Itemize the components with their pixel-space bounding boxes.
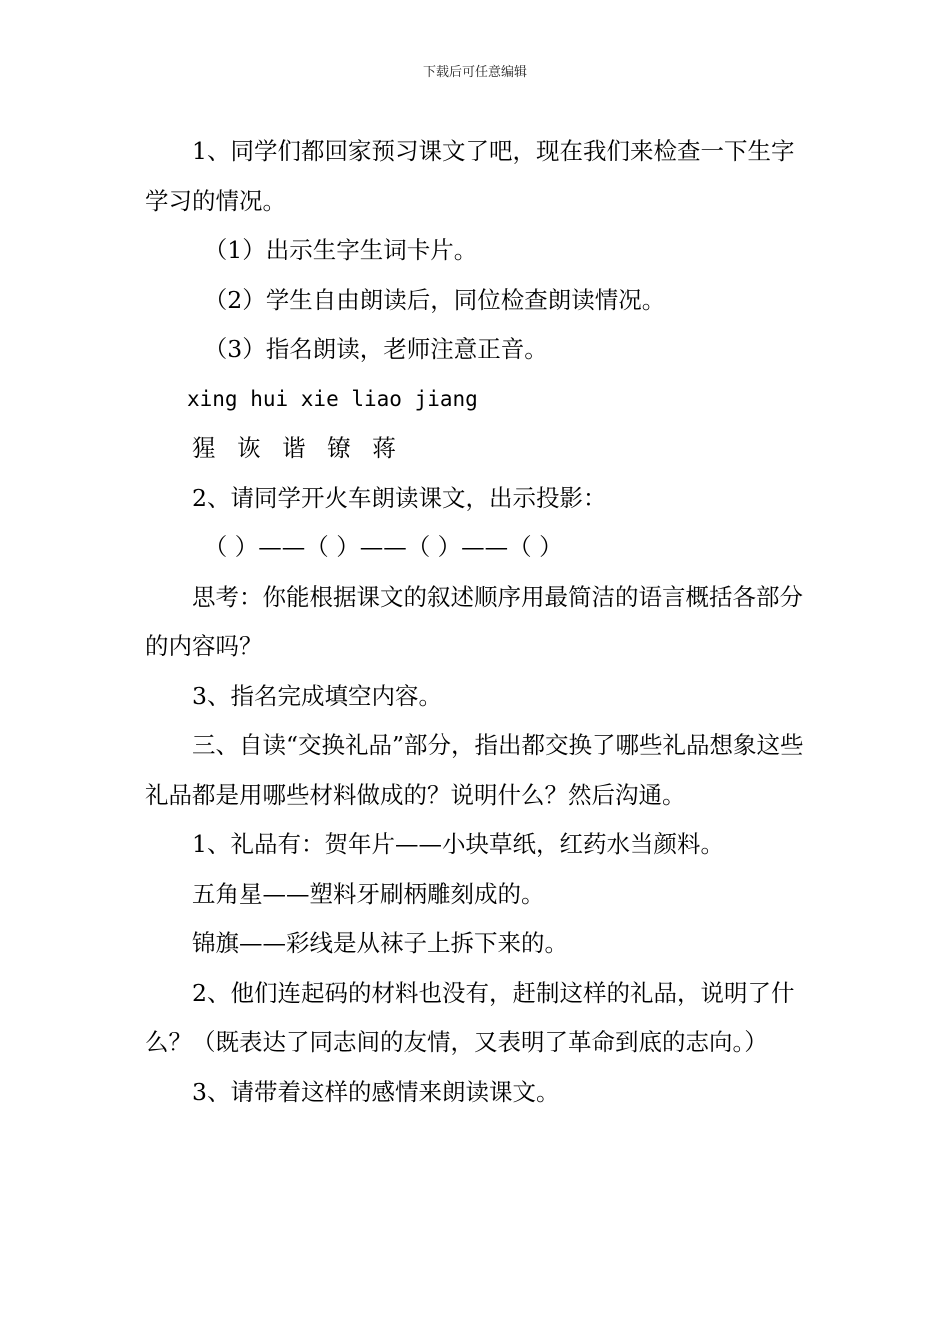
paragraph-read-with-feeling: 3、请带着这样的感情来朗读课文。 xyxy=(192,1077,560,1106)
paragraph-fill-content: 3、指名完成填空内容。 xyxy=(192,681,442,710)
document-body xyxy=(145,127,810,1117)
fill-blank-line: （ ）——（ ）——（ ）——（ ） xyxy=(203,533,563,561)
paragraph-train-reading: 2、请同学开火车朗读课文，出示投影： xyxy=(192,483,607,512)
paragraph-step-3: （3）指名朗读，老师注意正音。 xyxy=(203,335,548,363)
paragraph-star: 五角星——塑料牙刷柄雕刻成的。 xyxy=(192,879,545,908)
page-header: 下载后可任意编辑 xyxy=(422,65,527,80)
paragraph-check-characters: 1、同学们都回家预习课文了吧，现在我们来检查一下生字学习的情况。 xyxy=(145,137,795,215)
paragraph-step-2: （2）学生自由朗读后，同位检查朗读情况。 xyxy=(203,285,666,314)
paragraph-meaning: 2、他们连起码的材料也没有，赶制这样的礼品，说明了什么？（既表达了同志间的友情，又表明了革命到底的志向。） xyxy=(145,978,795,1056)
pinyin-line: xing hui xie liao jiang xyxy=(187,386,478,411)
paragraph-step-1: （1）出示生字生词卡片。 xyxy=(203,236,478,264)
paragraph-think: 思考：你能根据课文的叙述顺序用最简洁的语言概括各部分的内容吗？ xyxy=(145,582,803,660)
characters-line: 猩 诙 谐 镣 蒋 xyxy=(192,434,403,462)
paragraph-banner: 锦旗——彩线是从袜子上拆下来的。 xyxy=(192,929,568,957)
paragraph-gifts-list: 1、礼品有：贺年片——小块草纸，红药水当颜料。 xyxy=(192,830,724,858)
paragraph-exchange-gifts: 三、自读“交换礼品”部分，指出都交换了哪些礼品想象这些礼品都是用哪些材料做成的？说明什么？然后沟通。 xyxy=(145,731,804,809)
